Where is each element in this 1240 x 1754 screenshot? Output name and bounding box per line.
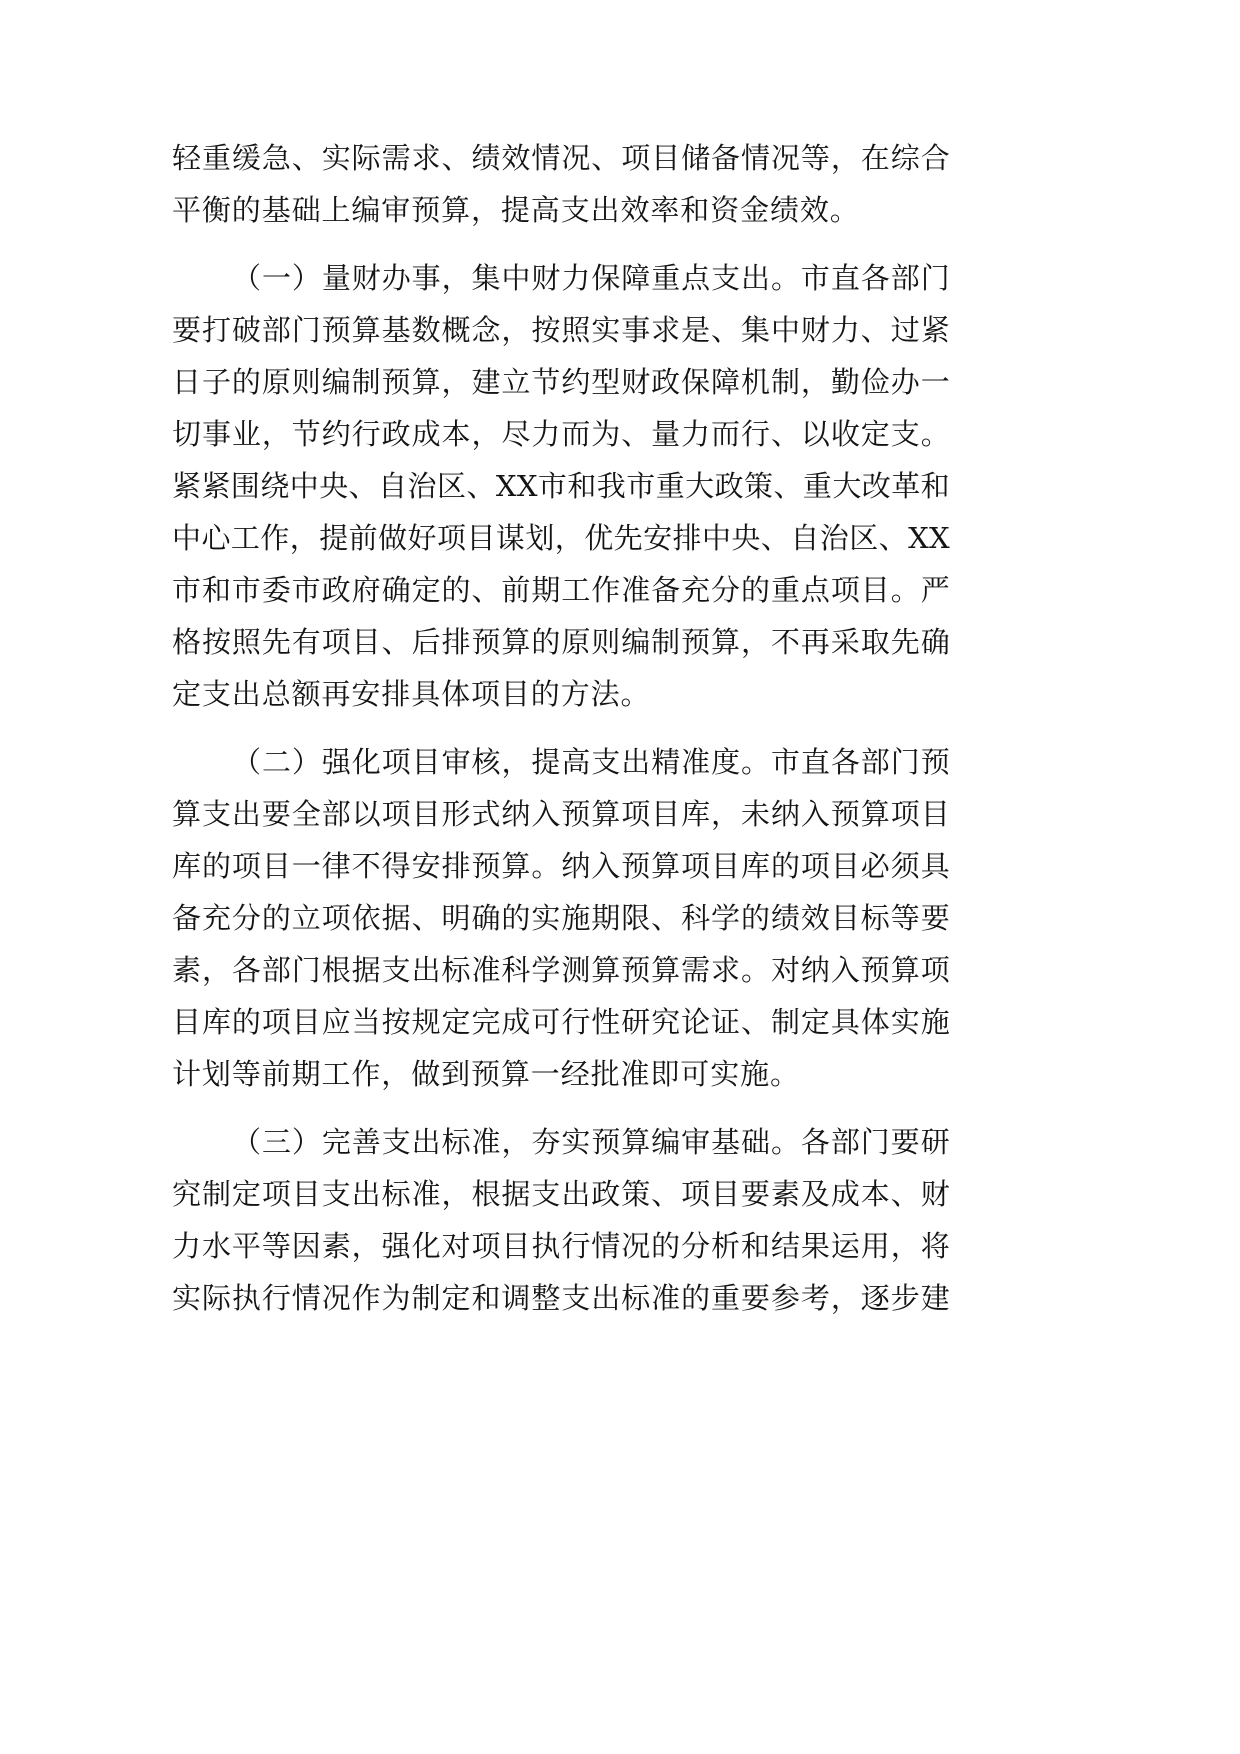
text-line: 定支出总额再安排具体项目的方法。 xyxy=(172,677,651,711)
text-line: 切事业，节约行政成本，尽力而为、量力而行、以收定支。 xyxy=(172,417,950,451)
text-line: 格按照先有项目、后排预算的原则编制预算，不再采取先确 xyxy=(172,625,950,659)
text-line: 紧紧围绕中央、自治区、XX市和我市重大政策、重大改革和 xyxy=(172,469,950,503)
text-line: 市和市委市政府确定的、前期工作准备充分的重点项目。严 xyxy=(172,573,950,607)
text-line: 算支出要全部以项目形式纳入预算项目库，未纳入预算项目 xyxy=(172,797,950,831)
text-line: 实际执行情况作为制定和调整支出标准的重要参考，逐步建 xyxy=(172,1281,950,1315)
paragraph-intro-continuation xyxy=(172,132,950,236)
paragraph-section-1 xyxy=(172,252,950,720)
text-line: 计划等前期工作，做到预算一经批准即可实施。 xyxy=(172,1057,800,1091)
text-line: 要打破部门预算基数概念，按照实事求是、集中财力、过紧 xyxy=(172,313,950,347)
text-line: 轻重缓急、实际需求、绩效情况、项目储备情况等，在综合 xyxy=(172,141,950,175)
text-line: 平衡的基础上编审预算，提高支出效率和资金绩效。 xyxy=(172,193,860,227)
text-line: 备充分的立项依据、明确的实施期限、科学的绩效目标等要 xyxy=(172,901,950,935)
document-body xyxy=(172,132,950,1324)
text-line: 中心工作，提前做好项目谋划，优先安排中央、自治区、XX xyxy=(172,521,950,555)
paragraph-section-3 xyxy=(172,1116,950,1324)
section-heading-line: （三）完善支出标准，夯实预算编审基础。各部门要研 xyxy=(232,1125,950,1159)
text-line: 力水平等因素，强化对项目执行情况的分析和结果运用，将 xyxy=(172,1229,950,1263)
text-line: 目库的项目应当按规定完成可行性研究论证、制定具体实施 xyxy=(172,1005,950,1039)
paragraph-section-2 xyxy=(172,736,950,1100)
text-line: 日子的原则编制预算，建立节约型财政保障机制，勤俭办一 xyxy=(172,365,950,399)
text-line: 究制定项目支出标准，根据支出政策、项目要素及成本、财 xyxy=(172,1177,950,1211)
section-heading-line: （一）量财办事，集中财力保障重点支出。市直各部门 xyxy=(232,261,950,295)
section-heading-line: （二）强化项目审核，提高支出精准度。市直各部门预 xyxy=(232,745,950,779)
text-line: 素，各部门根据支出标准科学测算预算需求。对纳入预算项 xyxy=(172,953,950,987)
text-line: 库的项目一律不得安排预算。纳入预算项目库的项目必须具 xyxy=(172,849,950,883)
